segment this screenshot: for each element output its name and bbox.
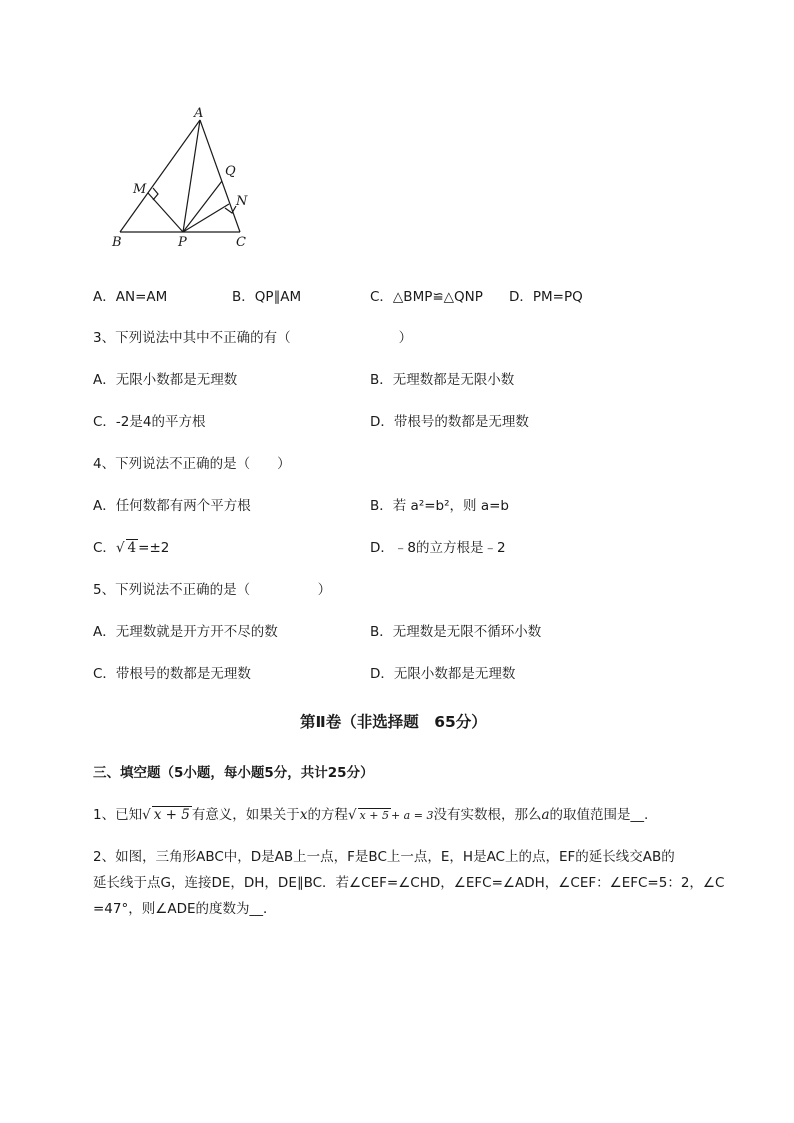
- fill1-radicand-1: x + 5: [153, 807, 190, 823]
- fill1-var-x: x: [299, 807, 308, 823]
- fill1-text-1: 1、已知: [93, 807, 143, 823]
- q4-option-c: [93, 536, 169, 556]
- q5-option-a: A．无理数就是开方开不尽的数: [93, 624, 278, 640]
- q4-option-c-prefix: C．: [93, 540, 116, 556]
- q3-option-b: B．无理数都是无限小数: [370, 372, 515, 388]
- section3-title: 三、填空题（5小题，每小题5分，共计25分）: [93, 765, 374, 781]
- side-ab: [120, 120, 200, 232]
- q4-option-d: D．﹣8的立方根是﹣2: [370, 540, 506, 556]
- segment-pq: [183, 181, 222, 232]
- segment-ap: [183, 120, 200, 232]
- part2-title: 第Ⅱ卷（非选择题 65分）: [300, 713, 487, 731]
- q4-option-b: B．若 a²=b²，则 a=b: [370, 498, 509, 514]
- label-q: Q: [225, 164, 236, 179]
- q4-option-c-radicand: 4: [127, 540, 137, 556]
- fill-question-2-line-2: 延长线于点G，连接DE，DH，DE∥BC．若∠CEF=∠CHD，∠EFC=∠ADH，∠CEF：∠EFC=5：2，∠C: [93, 875, 725, 891]
- q3-option-d: D．带根号的数都是无理数: [370, 414, 529, 430]
- q3-option-c: C．-2是4的平方根: [93, 414, 206, 430]
- fill1-radicand-2: x + 5: [359, 809, 389, 822]
- q5-option-b: B．无理数是无限不循环小数: [370, 624, 542, 640]
- q5-option-d: D．无限小数都是无理数: [370, 666, 516, 682]
- q4-option-c-suffix: =±2: [138, 540, 170, 556]
- q2-option-b: B．QP∥AM: [232, 289, 302, 305]
- fill1-text-6: 的取值范围是__.: [549, 807, 649, 823]
- q4-option-a: A．任何数都有两个平方根: [93, 498, 251, 514]
- segment-pn: [183, 204, 229, 232]
- label-m: M: [133, 182, 147, 197]
- fill-question-2-line-3: =47°，则∠ADE的度数为__．: [93, 901, 277, 917]
- fill-question-1: [93, 803, 648, 823]
- q4-stem: 4、下列说法不正确的是（ ）: [93, 456, 291, 472]
- q5-option-c: C．带根号的数都是无理数: [93, 666, 251, 682]
- radical-sign-icon: √: [115, 540, 125, 556]
- label-a: A: [194, 106, 204, 121]
- fill1-text-3: 的方程: [307, 807, 348, 823]
- q5-stem: 5、下列说法不正确的是（ ）: [93, 582, 332, 598]
- fill-question-2-line-1: 2、如图，三角形ABC中，D是AB上一点，F是BC上一点，E，H是AC上的点，EF的延长线交AB的: [93, 849, 675, 865]
- fill1-equation-tail: + a = 3: [390, 809, 434, 822]
- label-p: P: [178, 235, 187, 250]
- fill1-text-2: 有意义，如果关于: [191, 807, 300, 823]
- fill1-var-a: a: [541, 807, 550, 823]
- label-n: N: [236, 194, 248, 209]
- radical-sign-icon: √: [347, 807, 357, 823]
- label-c: C: [236, 235, 246, 250]
- q3-stem: 3、下列说法中其中不正确的有（ ）: [93, 330, 413, 346]
- q2-option-a: A．AN=AM: [93, 289, 168, 305]
- q3-option-a: A．无限小数都是无理数: [93, 372, 238, 388]
- q2-option-c: C．△BMP≌△QNP: [370, 289, 483, 305]
- fill1-text-5: 没有实数根，那么: [433, 807, 542, 823]
- right-angle-m: [153, 188, 158, 200]
- radical-sign-icon: √: [142, 807, 151, 823]
- triangle-figure: [105, 105, 275, 255]
- label-b: B: [112, 235, 122, 250]
- q2-option-d: D．PM=PQ: [509, 289, 583, 305]
